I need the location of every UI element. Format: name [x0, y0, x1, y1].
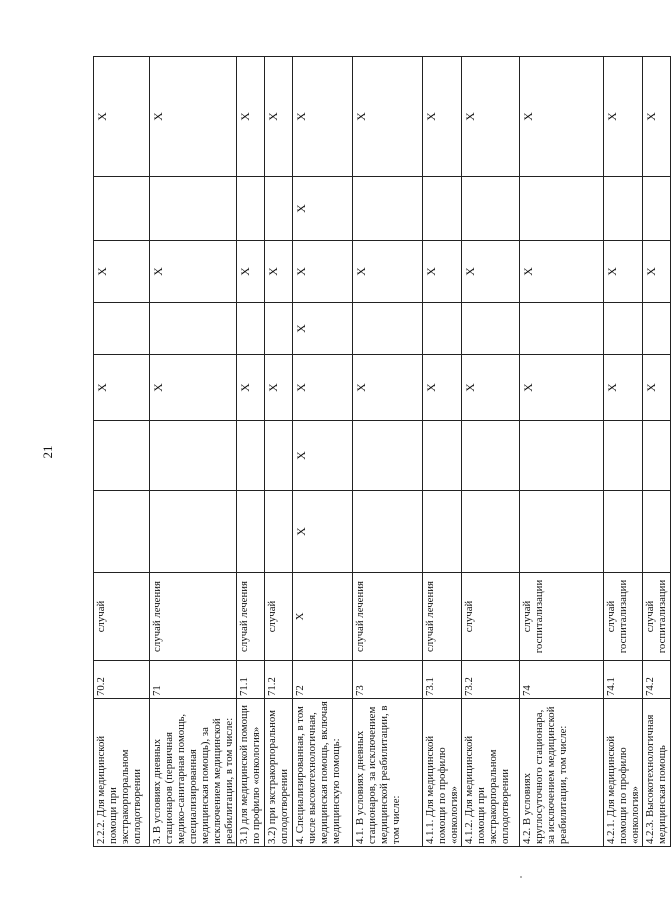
- row-unit-cell: случай госпитализации: [520, 573, 604, 661]
- row-name-cell: 2.2.2. Для медицинской помощи при экстракорпоральном оплодотворении: [94, 699, 150, 847]
- value-cell: X: [237, 355, 265, 421]
- value-cell: [604, 303, 643, 355]
- table-row: [643, 57, 671, 847]
- value-cell: X: [643, 57, 671, 177]
- row-unit-cell: случай госпитализации: [643, 573, 671, 661]
- value-cell: X: [94, 241, 150, 303]
- row-unit-cell: случай лечения: [423, 573, 462, 661]
- value-cell: [643, 421, 671, 491]
- scan-artifact: [520, 876, 522, 878]
- row-code-cell: 72: [293, 661, 353, 699]
- table-row: [520, 57, 604, 847]
- value-cell: X: [423, 355, 462, 421]
- value-cell: X: [94, 57, 150, 177]
- value-cell: [520, 177, 604, 241]
- value-cell: [423, 421, 462, 491]
- row-name-cell: 4.1.1. Для медицинской помощи по профилю «онкология»: [423, 699, 462, 847]
- row-name-cell: 4.1.2. Для медицинской помощи при экстракорпоральном оплодотворении: [462, 699, 520, 847]
- value-cell: X: [293, 491, 353, 573]
- value-cell: X: [265, 355, 293, 421]
- value-cell: [643, 177, 671, 241]
- value-cell: [423, 491, 462, 573]
- value-cell: [150, 491, 237, 573]
- value-cell: X: [604, 241, 643, 303]
- value-cell: X: [462, 57, 520, 177]
- value-cell: [604, 491, 643, 573]
- value-cell: X: [353, 355, 423, 421]
- table-row: [237, 57, 265, 847]
- value-cell: X: [293, 355, 353, 421]
- value-cell: X: [462, 355, 520, 421]
- value-cell: [462, 421, 520, 491]
- value-cell: [353, 421, 423, 491]
- value-cell: X: [237, 241, 265, 303]
- table-row: [265, 57, 293, 847]
- value-cell: [265, 491, 293, 573]
- value-cell: X: [94, 355, 150, 421]
- value-cell: [150, 177, 237, 241]
- value-cell: [520, 421, 604, 491]
- table-body: [94, 57, 671, 847]
- value-cell: [94, 421, 150, 491]
- row-code-cell: 71.1: [237, 661, 265, 699]
- value-cell: X: [353, 241, 423, 303]
- value-cell: [423, 177, 462, 241]
- row-name-cell: 3.1) для медицинской помощи по профилю «онкология»: [237, 699, 265, 847]
- row-code-cell: 74: [520, 661, 604, 699]
- row-name-cell: 3.2) при экстракорпоральном оплодотворении: [265, 699, 293, 847]
- value-cell: X: [150, 57, 237, 177]
- value-cell: [150, 303, 237, 355]
- row-name-cell: 4.2. В условиях круглосуточного стационара, за исключением медицинской реабилитации, том числе:: [520, 699, 604, 847]
- value-cell: [237, 177, 265, 241]
- value-cell: X: [150, 355, 237, 421]
- value-cell: [604, 421, 643, 491]
- value-cell: X: [265, 241, 293, 303]
- table-row: [353, 57, 423, 847]
- value-cell: X: [293, 241, 353, 303]
- value-cell: X: [293, 303, 353, 355]
- value-cell: [462, 303, 520, 355]
- value-cell: [353, 491, 423, 573]
- value-cell: X: [643, 241, 671, 303]
- data-table: [93, 56, 671, 847]
- value-cell: X: [293, 57, 353, 177]
- value-cell: X: [520, 57, 604, 177]
- value-cell: [520, 303, 604, 355]
- row-unit-cell: X: [293, 573, 353, 661]
- row-code-cell: 71.2: [265, 661, 293, 699]
- value-cell: X: [462, 241, 520, 303]
- row-name-cell: 4.2.1. Для медицинской помощи по профилю «онкология»: [604, 699, 643, 847]
- row-unit-cell: случай госпитализации: [604, 573, 643, 661]
- row-name-cell: 4.2.3. Высокотехнологичная медицинская помощь: [643, 699, 671, 847]
- value-cell: X: [520, 241, 604, 303]
- value-cell: [353, 177, 423, 241]
- row-unit-cell: случай: [94, 573, 150, 661]
- value-cell: X: [150, 241, 237, 303]
- row-code-cell: 70.2: [94, 661, 150, 699]
- table-row: [94, 57, 150, 847]
- value-cell: [643, 491, 671, 573]
- value-cell: X: [293, 421, 353, 491]
- value-cell: [94, 303, 150, 355]
- value-cell: X: [353, 57, 423, 177]
- row-code-cell: 73.2: [462, 661, 520, 699]
- value-cell: [94, 491, 150, 573]
- value-cell: X: [423, 241, 462, 303]
- value-cell: [265, 303, 293, 355]
- value-cell: X: [293, 177, 353, 241]
- row-unit-cell: случай: [462, 573, 520, 661]
- value-cell: X: [520, 355, 604, 421]
- value-cell: X: [265, 57, 293, 177]
- row-unit-cell: случай лечения: [150, 573, 237, 661]
- value-cell: [237, 421, 265, 491]
- value-cell: [237, 303, 265, 355]
- value-cell: X: [604, 57, 643, 177]
- value-cell: [520, 491, 604, 573]
- row-unit-cell: случай лечения: [353, 573, 423, 661]
- row-name-cell: 4. Специализированная, в том числе высокотехнологичная, медицинская помощь, включая медицинскую помощь:: [293, 699, 353, 847]
- value-cell: [94, 177, 150, 241]
- table-row: [293, 57, 353, 847]
- value-cell: X: [423, 57, 462, 177]
- value-cell: X: [604, 355, 643, 421]
- table-row: [423, 57, 462, 847]
- table-row: [604, 57, 643, 847]
- row-unit-cell: случай лечения: [237, 573, 265, 661]
- value-cell: X: [237, 57, 265, 177]
- value-cell: [353, 303, 423, 355]
- row-code-cell: 74.1: [604, 661, 643, 699]
- value-cell: [265, 421, 293, 491]
- value-cell: [604, 177, 643, 241]
- value-cell: [462, 491, 520, 573]
- table-row: [462, 57, 520, 847]
- row-unit-cell: случай: [265, 573, 293, 661]
- value-cell: [237, 491, 265, 573]
- row-name-cell: 4.1. В условиях дневных стационаров, за исключением медицинской реабилитации, в том числе:: [353, 699, 423, 847]
- table-row: [150, 57, 237, 847]
- value-cell: [150, 421, 237, 491]
- page-number: 21: [40, 445, 55, 459]
- row-code-cell: 73.1: [423, 661, 462, 699]
- value-cell: [643, 303, 671, 355]
- value-cell: X: [643, 355, 671, 421]
- rotated-table-container: [93, 57, 668, 847]
- row-code-cell: 74.2: [643, 661, 671, 699]
- row-name-cell: 3. В условиях дневных стационаров (первичная медико-санитарная помощь, специализированная медицинская помощь), за исключением медицинской реабилитации, в том числе:: [150, 699, 237, 847]
- row-code-cell: 71: [150, 661, 237, 699]
- value-cell: [462, 177, 520, 241]
- row-code-cell: 73: [353, 661, 423, 699]
- value-cell: [265, 177, 293, 241]
- value-cell: [423, 303, 462, 355]
